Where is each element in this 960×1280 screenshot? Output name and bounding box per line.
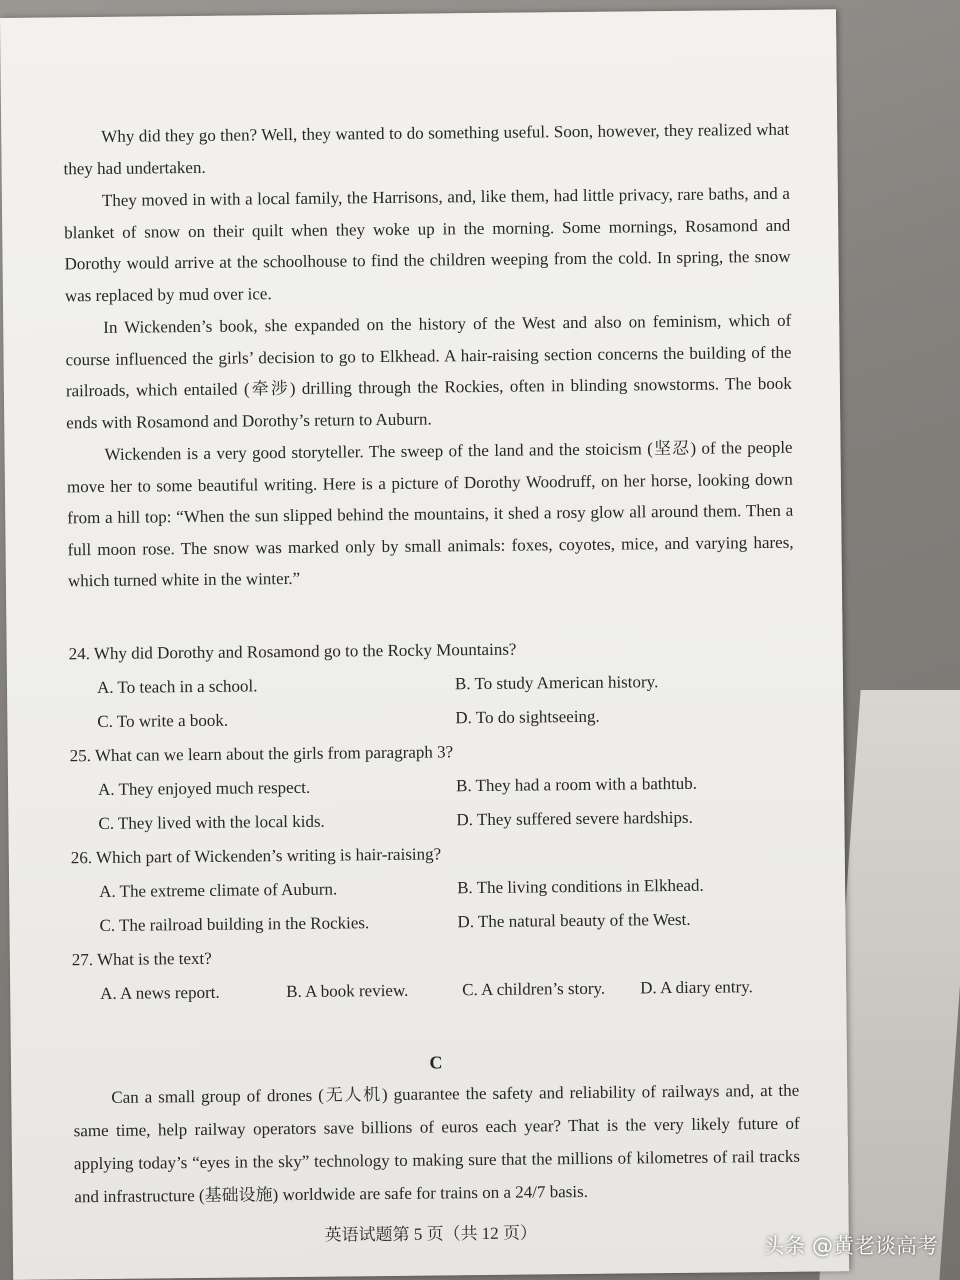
option-list bbox=[100, 969, 798, 1010]
option-a: A. A news report. bbox=[100, 982, 220, 1003]
option-b: B. To study American history. bbox=[454, 671, 659, 693]
option-list bbox=[99, 867, 798, 942]
section-c bbox=[73, 1043, 801, 1213]
passage-paragraph-1: Why did they go then? Well, they wanted to do something useful. Soon, however, they realized what they had undertaken. bbox=[63, 119, 790, 178]
option-d: D. The natural beauty of the West. bbox=[457, 909, 691, 931]
question-stem: 27. What is the text? bbox=[71, 948, 212, 969]
option-a: A. The extreme climate of Auburn. bbox=[99, 879, 338, 901]
option-c: C. A children’s story. bbox=[462, 978, 606, 999]
question-stem: 26. Which part of Wickenden’s writing is hair-raising? bbox=[70, 843, 442, 867]
option-c: C. The railroad building in the Rockies. bbox=[99, 912, 370, 935]
exam-page bbox=[0, 9, 849, 1280]
page-footer: 英语试题第 5 页（共 12 页） bbox=[324, 1223, 538, 1245]
option-b: B. The living conditions in Elkhead. bbox=[457, 875, 704, 897]
option-d: D. They suffered severe hardships. bbox=[456, 807, 693, 829]
question-24 bbox=[68, 629, 795, 739]
watermark: 头条 @黄老谈高考 bbox=[763, 1234, 938, 1258]
option-b: B. They had a room with a bathtub. bbox=[455, 773, 698, 795]
option-b: B. A book review. bbox=[286, 980, 409, 1001]
passage-paragraph-4: Wickenden is a very good storyteller. The sweep of the land and the stoicism (坚忍) of the people move her to some beautiful writing. Here is a picture of Dorothy Woodruff, on her horse, looking down from a hill top: “When the sun slipped behind the mountains, it shed a rosy glow all around them. Then a full moon rose. The snow was marked only by small animals: foxes, coyotes, mice, and varying hares, which turned white in the winter.” bbox=[66, 437, 794, 591]
passage-paragraph-3: In Wickenden’s book, she expanded on the history of the West and also on feminism, which of course influenced the girls’ decision to go to Elkhead. A hair-raising section concerns the building of the railroads, which entailed (牵涉) drilling through the Rockies, often in blinding snowstorms. The book ends with Rosamond and Dorothy’s return to Auburn. bbox=[65, 310, 792, 432]
option-a: A. They enjoyed much respect. bbox=[97, 777, 311, 799]
option-list bbox=[97, 663, 796, 738]
option-d: D. To do sightseeing. bbox=[455, 706, 600, 727]
question-26 bbox=[71, 833, 798, 943]
passage-paragraph-2: They moved in with a local family, the Harrisons, and, like them, had little privacy, rare baths, and a blanket of snow on their quilt when they woke up in the morning. Some mornings, Rosamond and Dorothy would arrive at the schoolhouse to find the children weeping from the cold. In spring, the snow was replaced by mud over ice. bbox=[64, 183, 791, 305]
section-heading: C bbox=[429, 1051, 443, 1073]
question-stem: 24. Why did Dorothy and Rosamond go to the Rocky Mountains? bbox=[68, 639, 517, 663]
option-a: A. To teach in a school. bbox=[96, 675, 258, 697]
option-d: D. A diary entry. bbox=[640, 976, 753, 997]
question-stem: 25. What can we learn about the girls from paragraph 3? bbox=[69, 741, 454, 765]
question-27 bbox=[72, 935, 799, 1011]
option-c: C. To write a book. bbox=[97, 710, 229, 731]
option-c: C. They lived with the local kids. bbox=[98, 811, 325, 833]
page-content bbox=[63, 114, 800, 1213]
section-c-paragraph: Can a small group of drones (无人机) guarantee the safety and reliability of railways and, at the same time, help railway operators save billions of euros each year? That is the very likely future of applying today’s “eyes in the sky” technology to making sure that the millions of kilometres of rail tracks and infrastructure (基础设施) worldwide are safe for trains on a 24/7 basis. bbox=[73, 1080, 801, 1206]
question-25 bbox=[70, 731, 797, 841]
option-list bbox=[98, 765, 797, 840]
question-list bbox=[68, 629, 798, 1011]
